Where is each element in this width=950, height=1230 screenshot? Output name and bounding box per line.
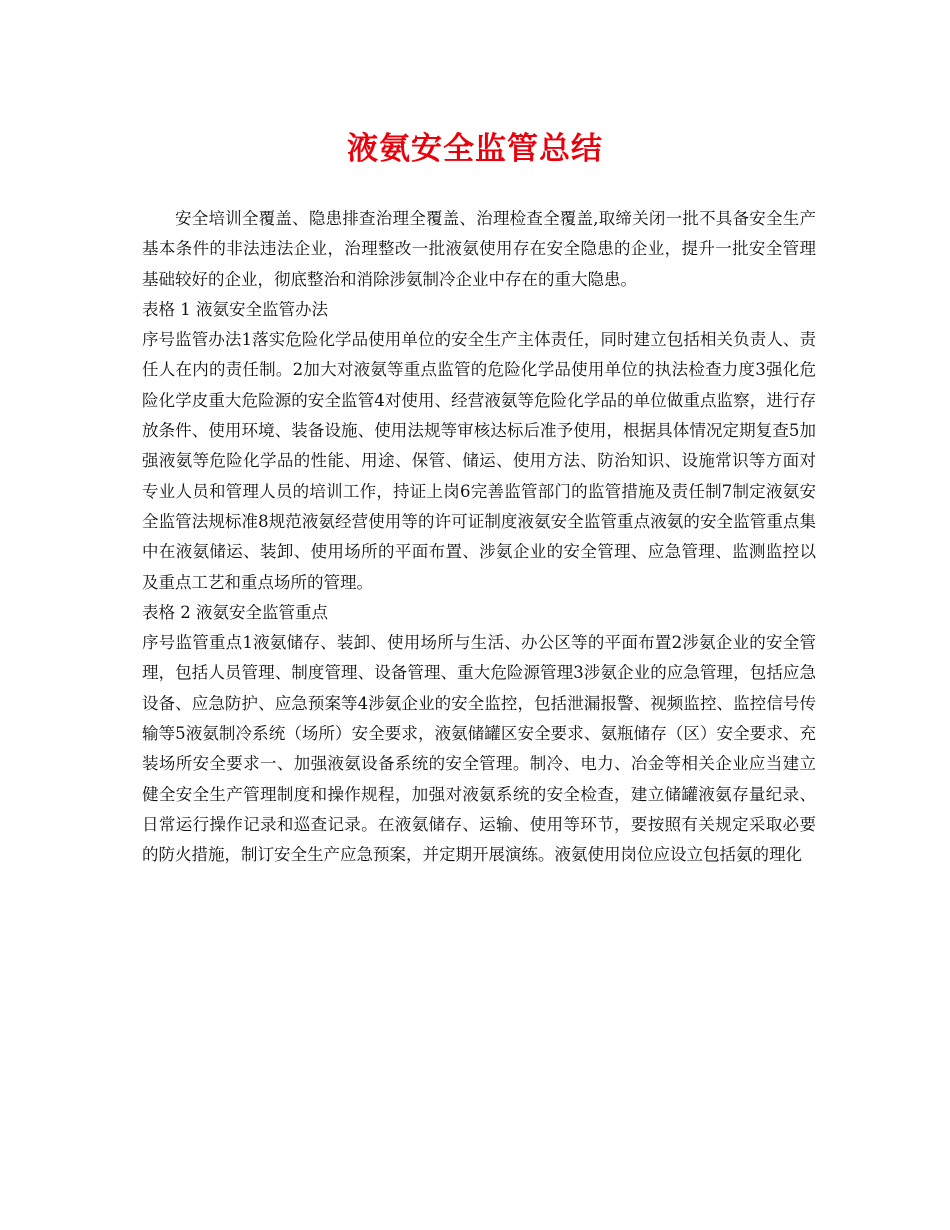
supervision-methods-paragraph: 序号监管办法1落实危险化学品使用单位的安全生产主体责任，同时建立包括相关负责人、责任人在内的责任制。2加大对液氨等重点监管的危险化学品使用单位的执法检查力度3强化危险化学皮重大危险源的安全监管4对使用、经营液氨等危险化学品的单位做重点监察，进行存放条件、使用环境、装备设施、使用法规等审核达标后准予使用，根据具体情况定期复查5加强液氨等危险化学品的性能、用途、保管、储运、使用方法、防治知识、设施常识等方面对专业人员和管理人员的培训工作，持证上岗6完善监管部门的监管措施及责任制7制定液氨安全监管法规标准8规范液氨经营使用等的许可证制度液氨安全监管重点液氨的安全监管重点集中在液氨储运、装卸、使用场所的平面布置、涉氨企业的安全管理、应急管理、监测监控以及重点工艺和重点场所的管理。 <box>142 330 816 592</box>
document-title: 液氨安全监管总结 <box>347 131 603 167</box>
intro-paragraph: 安全培训全覆盖、隐患排查治理全覆盖、治理检查全覆盖,取缔关闭一批不具备安全生产基本条件的非法违法企业，治理整改一批液氨使用存在安全隐患的企业，提升一批安全管理基础较好的企业，彻底整治和消除涉氨制冷企业中存在的重大隐患。 <box>142 209 816 289</box>
table-caption-2: 表格 2 液氨安全监管重点 <box>142 602 328 622</box>
document-body <box>142 204 816 871</box>
table-caption-1: 表格 1 液氨安全监管办法 <box>142 299 328 319</box>
supervision-focus-paragraph: 序号监管重点1液氨储存、装卸、使用场所与生活、办公区等的平面布置2涉氨企业的安全管理，包括人员管理、制度管理、设备管理、重大危险源管理3涉氨企业的应急管理，包括应急设备、应急防护、应急预案等4涉氨企业的安全监控，包括泄漏报警、视频监控、监控信号传输等5液氨制冷系统（场所）安全要求，液氨储罐区安全要求、氨瓶储存（区）安全要求、充装场所安全要求一、加强液氨设备系统的安全管理。制冷、电力、冶金等相关企业应当建立健全安全生产管理制度和操作规程，加强对液氨系统的安全检查，建立储罐液氨存量纪录、日常运行操作记录和巡查记录。在液氨储存、运输、使用等环节，要按照有关规定采取必要的防火措施，制订安全生产应急预案，并定期开展演练。液氨使用岗位应设立包括氨的理化 <box>142 633 816 865</box>
